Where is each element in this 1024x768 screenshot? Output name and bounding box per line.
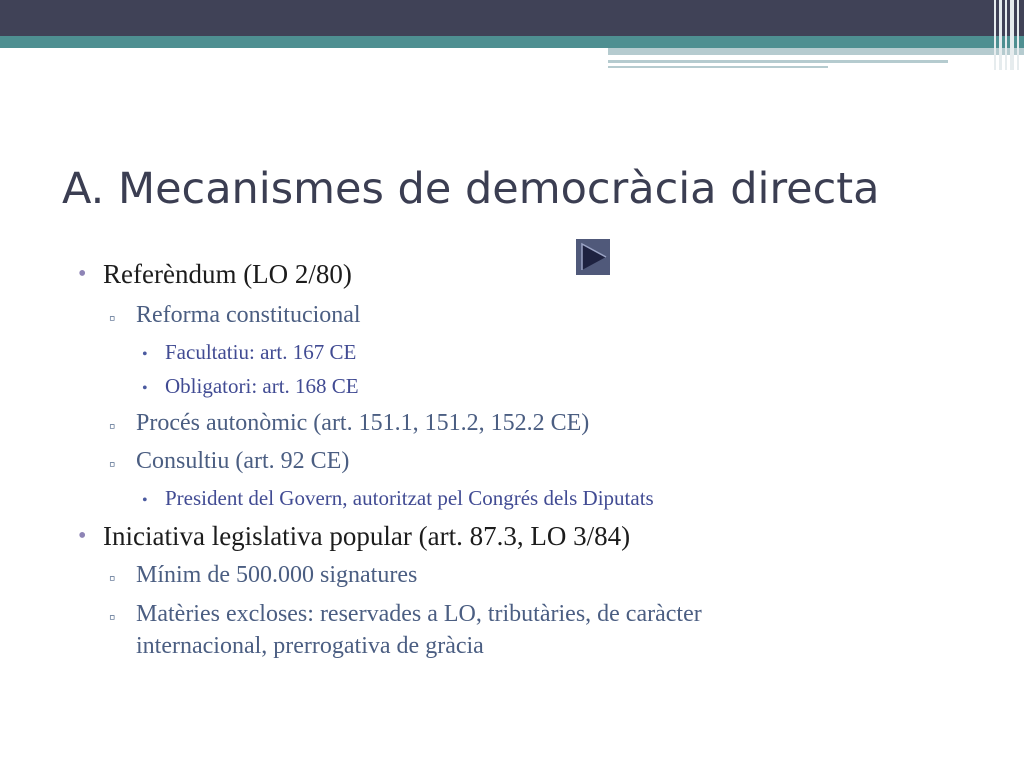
bullet-marker: • <box>78 261 87 287</box>
list-item-text: Iniciativa legislativa popular (art. 87.3, LO 3/84) <box>103 521 631 551</box>
bullet-marker: • <box>142 380 148 397</box>
list-item-text: Consultiu (art. 92 CE) <box>136 448 350 474</box>
header-light-band-thin <box>608 60 948 63</box>
list-item-text: Procés autonòmic (art. 151.1, 151.2, 152.2 CE) <box>136 410 590 436</box>
list-item-text: Reforma constitucional <box>136 302 361 328</box>
list-item-text: Referèndum (LO 2/80) <box>103 259 352 289</box>
bullet-marker: • <box>78 523 87 549</box>
bullet-marker: • <box>142 492 148 509</box>
list-item-text: Mínim de 500.000 signatures <box>136 562 418 588</box>
bullet-marker: ▫ <box>109 308 116 328</box>
slide-title: A. Mecanismes de democràcia directa <box>62 164 880 214</box>
list-item-text: Facultatiu: art. 167 CE <box>165 340 357 364</box>
header-right-stripes <box>992 0 1024 70</box>
list-item-text: President del Govern, autoritzat pel Congrés dels Diputats <box>165 486 654 510</box>
header-light-band-thinnest <box>608 66 828 68</box>
bullet-marker: ▫ <box>109 454 116 474</box>
bullet-marker: ▫ <box>109 416 116 436</box>
bullet-marker: ▫ <box>109 568 116 588</box>
header-teal-band <box>0 36 1024 48</box>
play-triangle-icon <box>576 239 610 275</box>
list-item-text: Matèries excloses: reservades a LO, tributàries, de caràcter <box>136 601 702 627</box>
bullet-marker: • <box>142 346 148 363</box>
header-dark-band <box>0 0 1024 36</box>
next-slide-button[interactable] <box>576 239 610 275</box>
header-light-band <box>608 48 1024 55</box>
bullet-marker: ▫ <box>109 607 116 627</box>
list-item-text: internacional, prerrogativa de gràcia <box>136 633 484 659</box>
list-item-text: Obligatori: art. 168 CE <box>165 374 359 398</box>
